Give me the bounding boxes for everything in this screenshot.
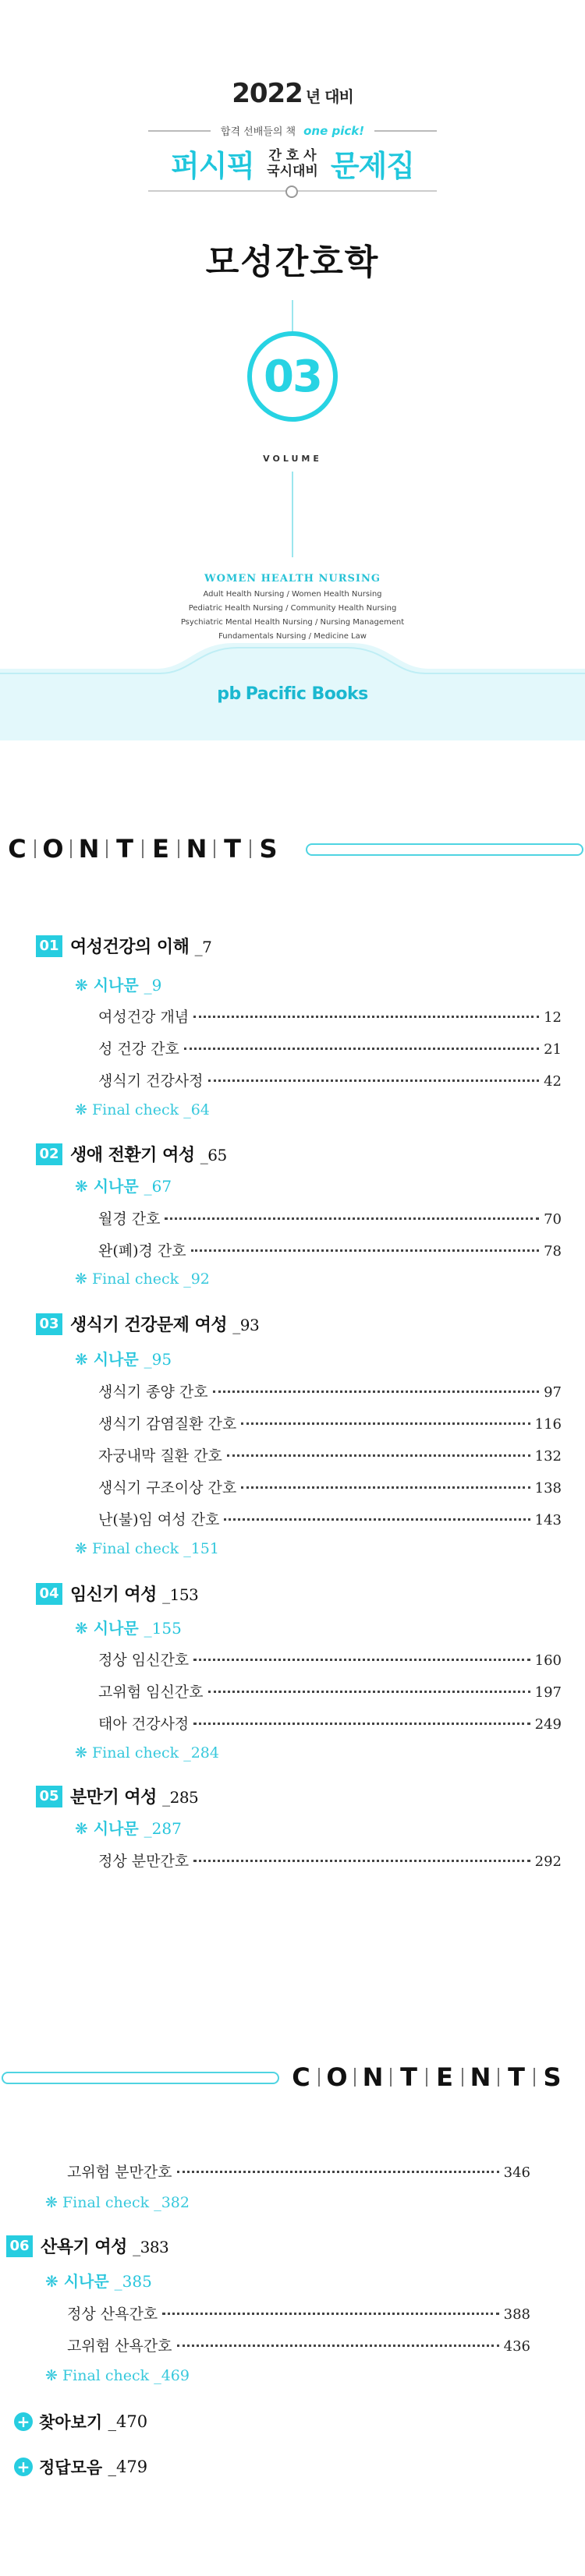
scenario-item[interactable] — [75, 1616, 182, 1638]
final-check-item[interactable]: ❋ Final check _92 — [75, 1270, 210, 1288]
contents-letter: N — [470, 2062, 491, 2092]
chapter-number: 06 — [6, 2235, 33, 2257]
ornament-dot-icon — [285, 186, 298, 198]
toc-entry[interactable] — [98, 1005, 562, 1027]
toc-entry[interactable] — [98, 1648, 562, 1670]
scenario-label: ❋ 시나문 — [75, 1619, 139, 1638]
final-check-item[interactable]: ❋ Final check _64 — [75, 1101, 210, 1118]
chapter-title — [70, 934, 211, 958]
scenario-item[interactable] — [75, 1816, 182, 1839]
entry-page: 12 — [544, 1009, 562, 1026]
chapter-number: 02 — [36, 1143, 62, 1165]
subject-title: 모성간호학 — [205, 242, 380, 282]
entry-page: 138 — [534, 1480, 562, 1496]
entry-title: 성 건강 간호 — [98, 1041, 179, 1058]
toc-entry[interactable] — [98, 1412, 562, 1433]
volume-badge — [247, 331, 338, 422]
entry-page: 292 — [534, 1853, 562, 1870]
english-line: Adult Health Nursing / Women Health Nursing — [203, 590, 382, 599]
scenario-item[interactable] — [75, 1174, 172, 1196]
contents-letters — [5, 834, 281, 864]
entry-title: 생식기 감염질환 간호 — [98, 1415, 237, 1433]
entry-title: 여성건강 개념 — [98, 1009, 190, 1026]
scenario-item[interactable] — [75, 973, 161, 995]
chapter-title-text: 여성건강의 이해 — [70, 938, 190, 957]
chapter-06[interactable] — [6, 2234, 168, 2258]
chapter-page: _93 — [232, 1316, 260, 1334]
chapter-number: 04 — [36, 1583, 62, 1605]
toc-entry[interactable] — [98, 1508, 562, 1529]
contents-heading — [5, 834, 281, 864]
final-check-item[interactable]: ❋ Final check _151 — [75, 1540, 219, 1557]
entry-page: 436 — [503, 2338, 530, 2355]
toc-entry[interactable] — [98, 1444, 562, 1465]
chapter-page: _65 — [200, 1146, 227, 1164]
entry-title: 정상 분만간호 — [98, 1853, 190, 1870]
toc-entry[interactable] — [98, 1712, 562, 1733]
entry-title: 고위험 임신간호 — [98, 1684, 204, 1701]
contents-letter: N — [78, 834, 100, 864]
toc-entry[interactable] — [98, 1680, 562, 1701]
chapter-title-text: 생애 전환기 여성 — [70, 1146, 195, 1165]
contents-letter: S — [543, 2062, 562, 2092]
entry-page: 70 — [544, 1211, 562, 1228]
chapter-05[interactable] — [36, 1784, 198, 1808]
chapter-title-text: 임신기 여성 — [70, 1585, 157, 1605]
contents-letter: O — [326, 2062, 348, 2092]
toc-entry[interactable] — [98, 1380, 562, 1401]
entry-page: 132 — [534, 1448, 562, 1465]
contents-pill-line-2 — [2, 2072, 279, 2084]
chapter-number: 05 — [36, 1786, 62, 1807]
contents-letter: O — [42, 834, 64, 864]
final-check-item[interactable]: ❋ Final check _382 — [45, 2194, 190, 2211]
english-line: Fundamentals Nursing / Medicine Law — [218, 632, 367, 641]
scenario-label: ❋ 시나문 — [75, 1819, 139, 1838]
chapter-title — [70, 1312, 259, 1336]
scenario-label: ❋ 시나문 — [75, 976, 139, 995]
contents-letter: E — [152, 834, 169, 864]
brand-mid-top: 간 호 사 — [268, 147, 317, 164]
extra-page: _479 — [108, 2458, 148, 2476]
toc-entry[interactable] — [98, 1207, 562, 1228]
contents-letter: C — [292, 2062, 310, 2092]
entry-title: 정상 임신간호 — [98, 1652, 190, 1669]
toc-entry[interactable] — [98, 1239, 562, 1260]
brand-mid — [267, 148, 318, 179]
entry-page: 388 — [503, 2306, 530, 2323]
volume-line-bottom — [292, 472, 293, 557]
series-brand — [0, 142, 585, 185]
entry-title: 자궁내막 질환 간호 — [98, 1447, 222, 1465]
chapter-page: _7 — [194, 938, 212, 956]
contents-letter: T — [400, 2062, 417, 2092]
volume-label: VOLUME — [263, 454, 322, 464]
chapter-04[interactable] — [36, 1581, 198, 1606]
chapter-page: _383 — [133, 2238, 169, 2256]
entry-title: 월경 간호 — [98, 1210, 161, 1228]
toc-entry[interactable] — [67, 2161, 530, 2182]
chapter-page: _153 — [162, 1585, 199, 1604]
entry-title: 난(불)임 여성 간호 — [98, 1511, 220, 1528]
english-line: Pediatric Health Nursing / Community Health Nursing — [188, 604, 397, 613]
publisher-name: Pacific Books — [245, 684, 368, 704]
toc-entry[interactable] — [98, 1037, 562, 1058]
brand-left: 퍼시픽 — [171, 149, 255, 183]
entry-title: 고위험 산욕간호 — [67, 2337, 172, 2355]
final-check-item[interactable]: ❋ Final check _284 — [75, 1744, 219, 1762]
entry-page: 346 — [503, 2164, 530, 2181]
scenario-page: _385 — [114, 2272, 152, 2291]
entry-page: 78 — [544, 1243, 562, 1260]
entry-title: 고위험 분만간호 — [67, 2164, 172, 2181]
chapter-02[interactable] — [36, 1142, 227, 1166]
year-number: 2022 — [232, 78, 303, 109]
extra-page: _470 — [108, 2412, 148, 2431]
contents-letter: T — [508, 2062, 525, 2092]
target-year — [0, 78, 585, 109]
volume-line-top — [292, 300, 293, 331]
entry-title: 정상 산욕간호 — [67, 2306, 158, 2323]
entry-title: 생식기 건강사정 — [98, 1072, 204, 1090]
scenario-page: _9 — [144, 976, 162, 995]
extra-title: 정답모음 — [39, 2458, 103, 2477]
scenario-item[interactable] — [45, 2269, 152, 2292]
contents-letter: N — [186, 834, 207, 864]
chapter-title — [70, 1784, 198, 1808]
contents-letters — [289, 2062, 565, 2092]
entry-title: 완(폐)경 간호 — [98, 1242, 186, 1260]
tagline-text: 합격 선배들의 책 — [220, 126, 296, 138]
answers-item[interactable] — [14, 2455, 147, 2479]
contents-pill-line — [306, 843, 583, 856]
contents-letter: S — [259, 834, 278, 864]
chapter-page: _285 — [162, 1788, 199, 1807]
entry-page: 160 — [534, 1652, 562, 1669]
chapter-title-text: 생식기 건강문제 여성 — [70, 1316, 228, 1335]
contents-letter: N — [362, 2062, 384, 2092]
scenario-item[interactable] — [75, 1347, 172, 1369]
chapter-number: 01 — [36, 935, 62, 957]
tagline — [148, 123, 437, 138]
contents-letter: T — [224, 834, 241, 864]
index-item[interactable] — [14, 2410, 147, 2433]
english-line: Psychiatric Mental Health Nursing / Nursing Management — [180, 618, 405, 627]
scenario-page: _95 — [144, 1350, 172, 1369]
contents-letter: C — [8, 834, 27, 864]
chapter-title — [70, 1581, 198, 1606]
entry-title: 태아 건강사정 — [98, 1716, 190, 1733]
scenario-page: _155 — [144, 1619, 182, 1638]
scenario-page: _287 — [144, 1819, 182, 1838]
publisher-mark: pb — [217, 684, 241, 704]
scenario-label: ❋ 시나문 — [75, 1177, 139, 1196]
chapter-number: 03 — [36, 1313, 62, 1335]
extra-title: 찾아보기 — [39, 2413, 103, 2432]
scenario-label: ❋ 시나문 — [75, 1350, 139, 1369]
entry-page: 143 — [534, 1512, 562, 1528]
contents-letter: E — [436, 2062, 453, 2092]
toc-entry[interactable] — [67, 2302, 530, 2323]
plus-circle-icon: + — [14, 2458, 33, 2476]
chapter-title-text: 산욕기 여성 — [41, 2238, 127, 2257]
entry-title: 생식기 구조이상 간호 — [98, 1479, 237, 1496]
tagline-pick: one pick! — [303, 123, 365, 138]
chapter-title — [70, 1142, 227, 1166]
plus-circle-icon: + — [14, 2412, 33, 2431]
toc-entry[interactable] — [98, 1850, 562, 1871]
publisher-logo — [0, 684, 585, 704]
final-check-item[interactable]: ❋ Final check _469 — [45, 2367, 190, 2384]
entry-page: 21 — [544, 1041, 562, 1058]
contents-heading-2 — [289, 2062, 565, 2092]
brand-mid-bottom: 국시대비 — [267, 163, 318, 179]
entry-title: 생식기 종양 간호 — [98, 1383, 208, 1401]
year-suffix: 년 대비 — [305, 87, 353, 106]
toc-entry[interactable] — [67, 2334, 530, 2355]
english-title: WOMEN HEALTH NURSING — [204, 573, 381, 585]
book-cover — [0, 0, 585, 740]
volume-number: 03 — [264, 351, 321, 402]
chapter-03[interactable] — [36, 1312, 259, 1336]
chapter-01[interactable] — [36, 934, 211, 958]
scenario-page: _67 — [144, 1177, 172, 1196]
entry-page: 97 — [544, 1384, 562, 1401]
toc-entry[interactable] — [98, 1476, 562, 1497]
contents-letter: T — [116, 834, 133, 864]
chapter-title — [41, 2234, 168, 2258]
entry-page: 249 — [534, 1716, 562, 1733]
entry-page: 116 — [534, 1416, 562, 1433]
toc-entry[interactable] — [98, 1069, 562, 1090]
brand-right: 문제집 — [330, 149, 414, 183]
scenario-label: ❋ 시나문 — [45, 2272, 109, 2291]
entry-page: 197 — [534, 1684, 562, 1701]
entry-page: 42 — [544, 1073, 562, 1090]
chapter-title-text: 분만기 여성 — [70, 1788, 157, 1807]
